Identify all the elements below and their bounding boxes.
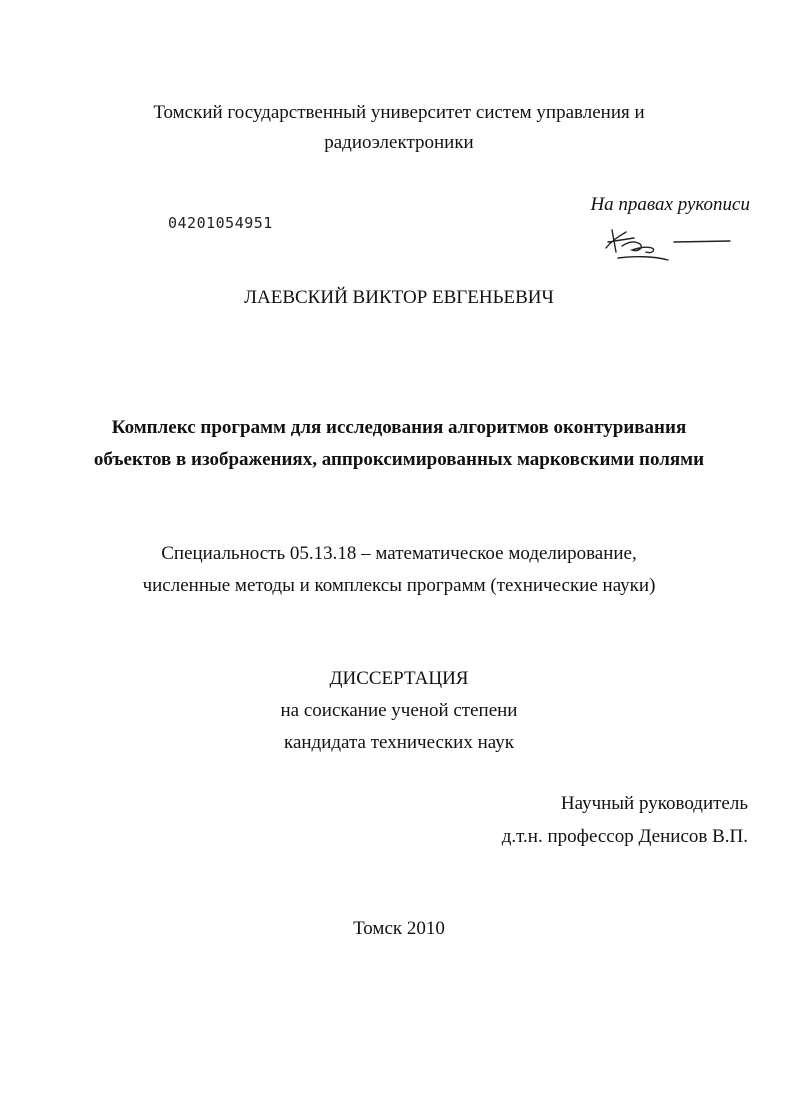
title-line-2: объектов в изображениях, аппроксимированных марковскими полями — [93, 449, 705, 470]
supervisor-label: Научный руководитель — [560, 793, 748, 814]
archive-code: 04201054951 — [168, 214, 273, 232]
manuscript-note: На правах рукописи — [590, 194, 750, 215]
institution-line-2: радиоэлектроники — [324, 132, 474, 153]
title-line-1: Комплекс программ для исследования алгоритмов оконтуривания — [111, 417, 687, 438]
supervisor-name: д.т.н. профессор Денисов В.П. — [501, 826, 748, 847]
place-year: Томск 2010 — [353, 918, 445, 939]
specialty-line-1: Специальность 05.13.18 – математическое моделирование, — [161, 543, 637, 564]
degree-line-1: на соискание ученой степени — [280, 700, 518, 721]
signature-icon — [594, 222, 744, 270]
dissertation-heading: ДИССЕРТАЦИЯ — [329, 668, 469, 689]
degree-line-2: кандидата технических наук — [284, 732, 514, 753]
author-name: ЛАЕВСКИЙ ВИКТОР ЕВГЕНЬЕВИЧ — [244, 287, 554, 308]
specialty-line-2: численные методы и комплексы программ (технические науки) — [142, 575, 656, 596]
institution-line-1: Томский государственный университет систем управления и — [153, 102, 645, 123]
